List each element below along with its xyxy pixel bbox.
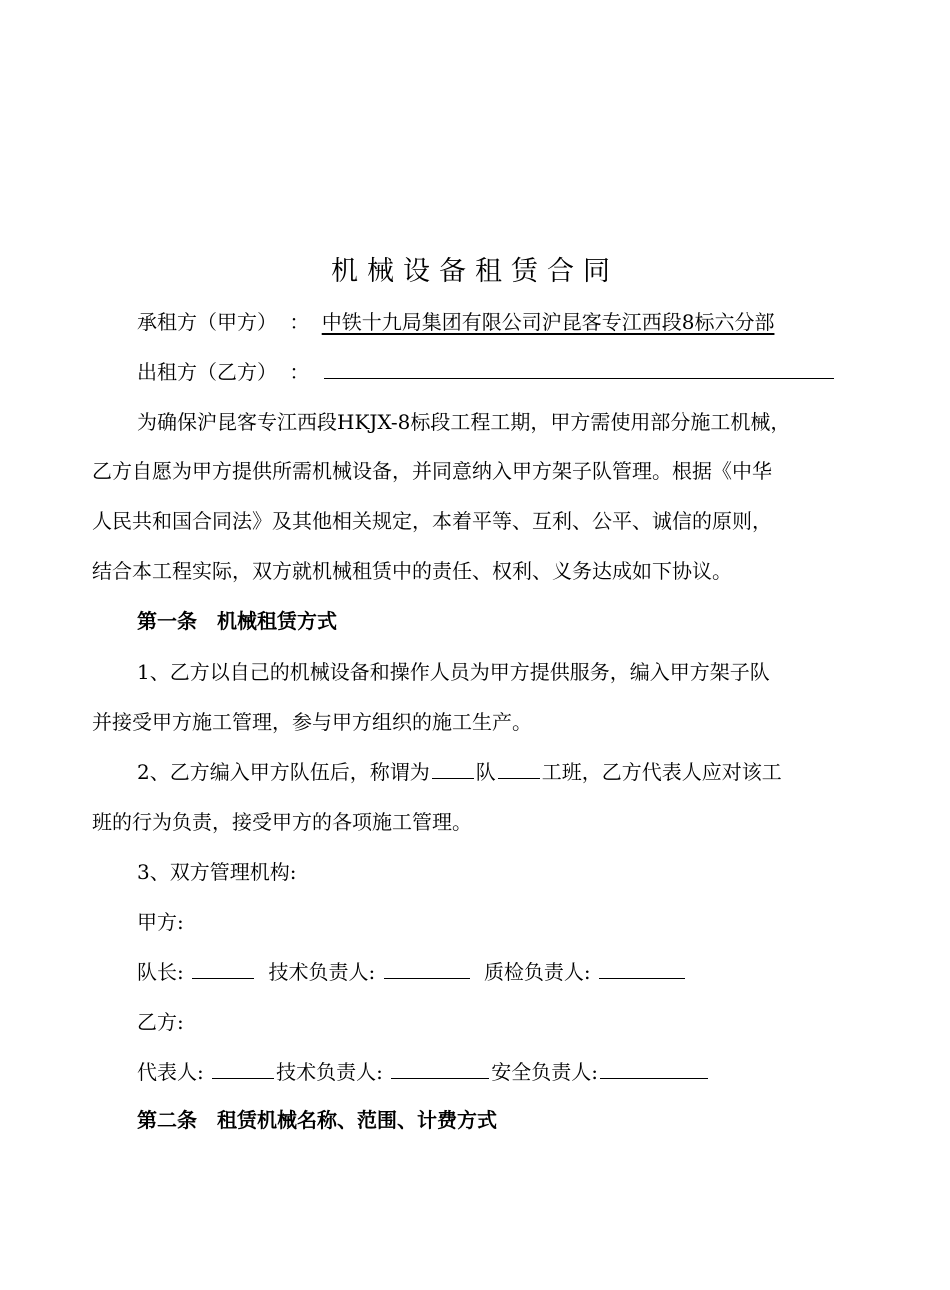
preamble-line-2: 乙方自愿为甲方提供所需机械设备，并同意纳入甲方架子队管理。根据《中华 <box>92 459 772 483</box>
article1-item2-line1 <box>137 756 782 788</box>
party-a-tech-blank[interactable] <box>384 956 470 979</box>
lessor-colon: ： <box>289 360 310 384</box>
preamble-line-3: 人民共和国合同法》及其他相关规定，本着平等、互利、公平、诚信的原则， <box>92 509 772 533</box>
lessee-row <box>137 306 774 338</box>
party-b-tech-label: 技术负责人: <box>276 1060 383 1084</box>
captain-label: 队长: <box>137 960 184 984</box>
article2-heading: 第二条 租赁机械名称、范围、计费方式 <box>137 1108 497 1132</box>
preamble-line-4: 结合本工程实际，双方就机械租赁中的责任、权利、义务达成如下协议。 <box>92 559 732 583</box>
team-name-blank[interactable] <box>432 756 474 779</box>
lessor-row <box>137 356 836 388</box>
lessee-value: 中铁十九局集团有限公司沪昆客专江西段8标六分部 <box>321 310 775 334</box>
rep-blank[interactable] <box>212 1056 274 1079</box>
rep-label: 代表人: <box>137 1060 204 1084</box>
party-a-tech-label: 技术负责人: <box>268 960 376 984</box>
party-a-label: 甲方: <box>137 910 184 934</box>
lessee-colon: ： <box>289 310 310 334</box>
party-b-roles-row <box>137 1056 710 1088</box>
crew-name-blank[interactable] <box>498 756 540 779</box>
party-a-roles-row <box>137 956 687 988</box>
item2-part-a: 2、乙方编入甲方队伍后，称谓为 <box>137 760 430 784</box>
party-b-tech-blank[interactable] <box>391 1056 489 1079</box>
lessee-label: 承租方（甲方） <box>137 310 277 334</box>
safety-blank[interactable] <box>600 1056 708 1079</box>
safety-label: 安全负责人: <box>491 1060 598 1084</box>
preamble-line-1: 为确保沪昆客专江西段HKJX-8标段工程工期，甲方需使用部分施工机械， <box>137 410 791 434</box>
article1-item1-line2: 并接受甲方施工管理，参与甲方组织的施工生产。 <box>92 710 532 734</box>
item2-part-b: 队 <box>475 760 496 784</box>
item2-part-c: 工班，乙方代表人应对该工 <box>541 760 782 784</box>
article1-item1-line1: 1、乙方以自己的机械设备和操作人员为甲方提供服务，编入甲方架子队 <box>137 660 770 684</box>
article1-item3: 3、双方管理机构: <box>137 860 297 884</box>
article1-heading: 第一条 机械租赁方式 <box>137 609 337 633</box>
article1-item2-line2: 班的行为负责，接受甲方的各项施工管理。 <box>92 810 472 834</box>
lessor-label: 出租方（乙方） <box>137 360 277 384</box>
quality-label: 质检负责人: <box>483 960 591 984</box>
lessor-value-blank[interactable] <box>324 356 834 379</box>
party-b-label: 乙方: <box>137 1010 184 1034</box>
contract-title: 机械设备租赁合同 <box>331 256 619 287</box>
captain-blank[interactable] <box>192 956 254 979</box>
quality-blank[interactable] <box>599 956 685 979</box>
